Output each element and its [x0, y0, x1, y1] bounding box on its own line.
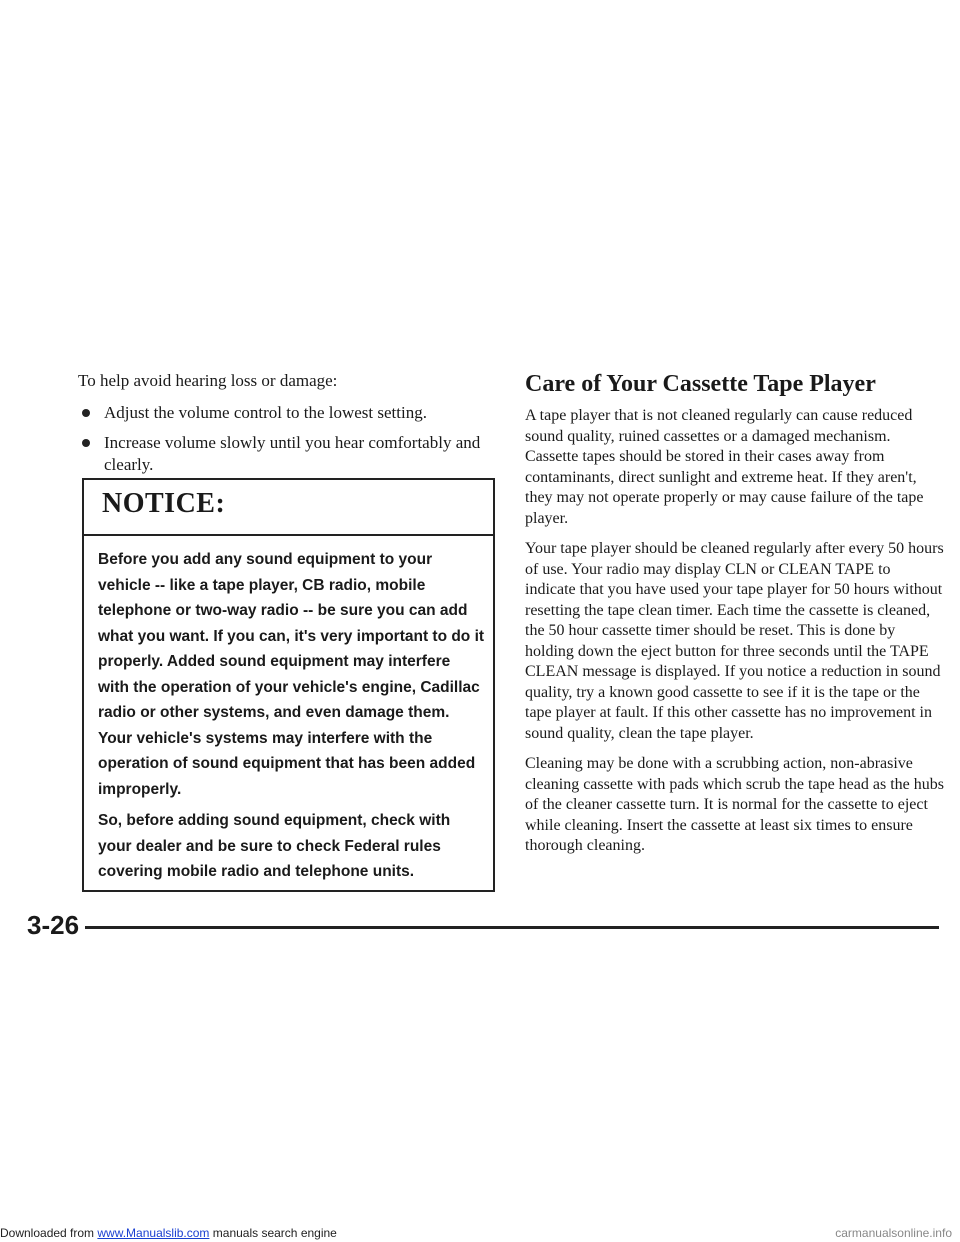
bullet-icon [82, 439, 90, 447]
bullet-text: Adjust the volume control to the lowest setting. [104, 403, 427, 422]
bullet-icon [82, 409, 90, 417]
left-column [78, 370, 500, 484]
bullet-item [78, 432, 500, 476]
notice-divider [82, 534, 495, 536]
page-number: 3-26 [27, 910, 80, 940]
notice-paragraph: So, before adding sound equipment, check with your dealer and be sure to check Federal rules covering mobile radio and telephone units. [98, 812, 451, 880]
right-column [525, 370, 945, 867]
body-paragraph: Your tape player should be cleaned regularly after every 50 hours of use. Your radio may display CLN or CLEAN TAPE to indicate that you have used your tape player for 50 hours without resetting the tape clean timer. Each time the cassette is cleaned, the 50 hour cassette timer should be reset. This is done by holding down the eject button for three seconds until the TAPE CLEAN message is displayed. If you notice a reduction in sound quality, try a known good cassette to see if it is the tape or the tape player at fault. If this other cassette has no improvement in sound quality, clean the tape player. [525, 540, 944, 742]
body-paragraph: A tape player that is not cleaned regularly can cause reduced sound quality, ruined cassettes or a damaged mechanism. Cassette tapes should be stored in their cases away from contaminants, direct sunlight and extreme heat. If they aren't, they may not operate properly or may cause failure of the tape player. [525, 407, 924, 527]
banner-suffix: manuals search engine [209, 1226, 337, 1240]
notice-title: NOTICE: [102, 488, 226, 519]
section-heading: Care of Your Cassette Tape Player [525, 371, 876, 397]
banner-prefix: Downloaded from [0, 1226, 98, 1240]
footer-rule [85, 926, 939, 929]
notice-body [82, 547, 495, 891]
bullet-list [78, 402, 500, 476]
notice-paragraph: Before you add any sound equipment to your vehicle -- like a tape player, CB radio, mobile telephone or two-way radio -- be sure you can add what you want. If you can, it's very important to do it properly. Added sound equipment may interfere with the operation of your vehicle's engine, Cadillac radio or other systems, and even damage them. Your vehicle's systems may interfere with the operation of sound equipment that has been added improperly. [98, 551, 485, 798]
manualslib-link[interactable]: www.Manualslib.com [97, 1226, 210, 1240]
notice-header [102, 488, 225, 520]
body-paragraph: Cleaning may be done with a scrubbing action, non-abrasive cleaning cassette with pads which scrub the tape head as the hubs of the cleaner cassette turn. It is normal for the cassette to eject while cleaning. Insert the cassette at least six times to ensure thorough cleaning. [525, 755, 944, 854]
download-banner [0, 1226, 337, 1240]
watermark: carmanualsonline.info [835, 1226, 952, 1240]
intro-text: To help avoid hearing loss or damage: [78, 371, 338, 390]
bullet-item [78, 402, 500, 424]
bullet-text: Increase volume slowly until you hear comfortably and clearly. [104, 433, 481, 474]
